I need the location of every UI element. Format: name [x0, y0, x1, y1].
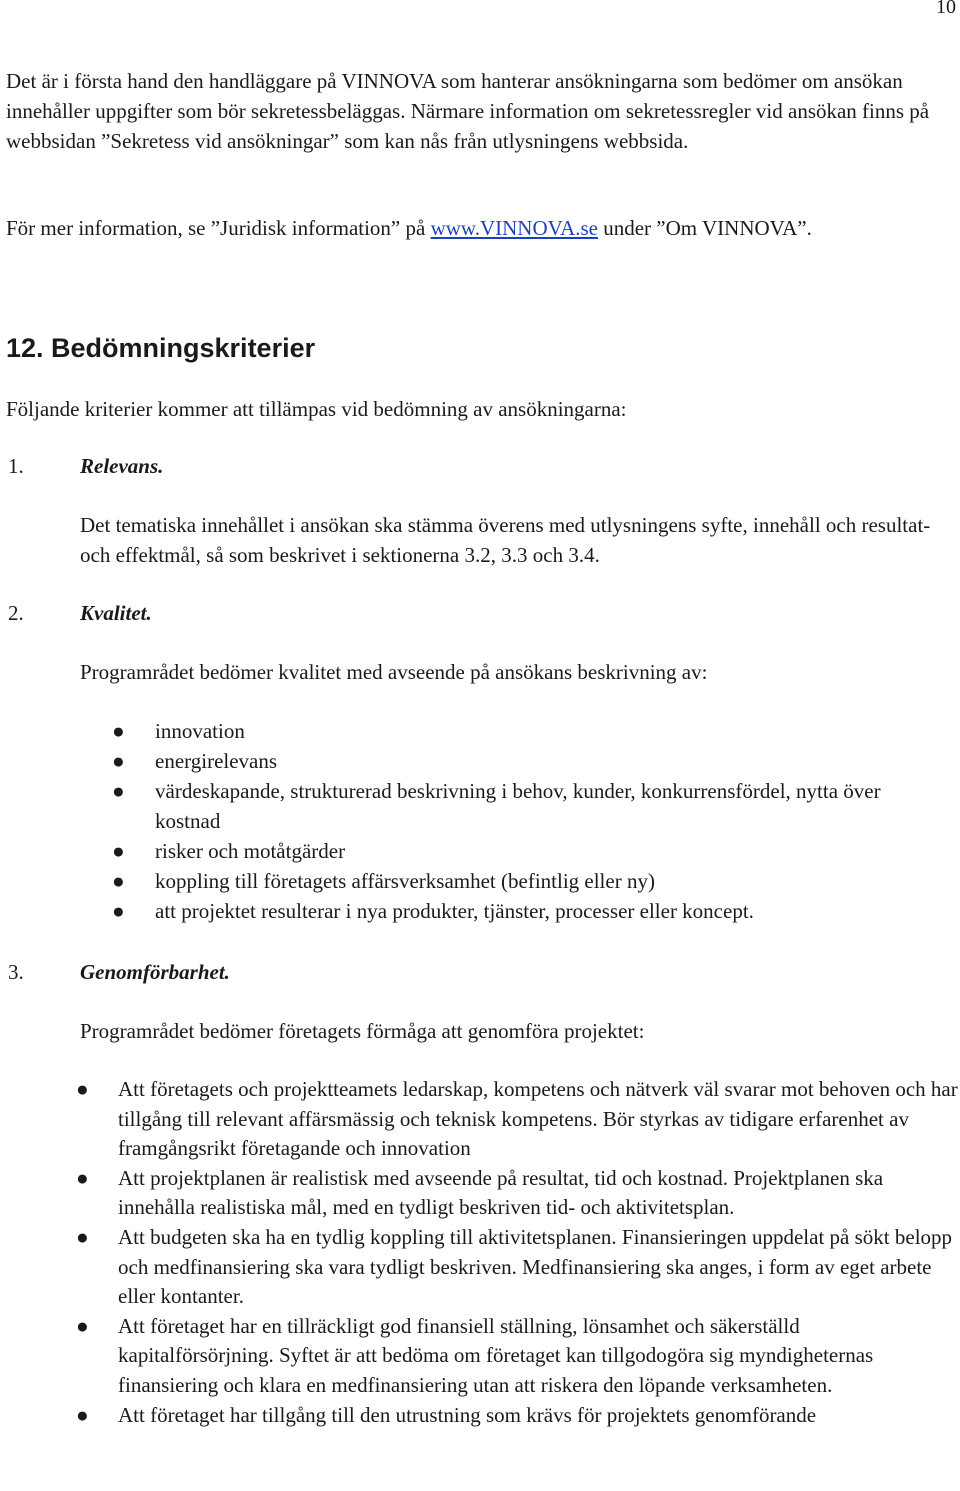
- list-item: [0, 776, 945, 836]
- list-item: [0, 1164, 960, 1223]
- list-item-text: innovation: [155, 719, 245, 743]
- bullet-icon: ●: [76, 1077, 89, 1101]
- list-item: [0, 836, 945, 866]
- bullet-icon: ●: [112, 749, 125, 773]
- vinnova-link[interactable]: www.VINNOVA.se: [430, 216, 598, 240]
- section-heading: 12. Bedömningskriterier: [6, 333, 316, 363]
- kvalitet-bullet-list: [0, 716, 945, 926]
- bullet-icon: ●: [76, 1402, 89, 1427]
- bullet-icon: ●: [76, 1224, 89, 1249]
- criterion-text-relevans: Det tematiska innehållet i ansökan ska stämma överens med utlysningens syfte, innehåll och resultat- och effektmål, så som beskrivet i sektionerna 3.2, 3.3 och 3.4.: [80, 513, 931, 567]
- bullet-icon: ●: [112, 869, 125, 893]
- intro-paragraph: Det är i första hand den handläggare på VINNOVA som hanterar ansökningarna som bedömer om ansökan innehåller uppgifter som bör sekretessbeläggas. Närmare information om sekretessregler vid ansökan finns på webbsidan ”Sekretess vid ansökningar” som kan nås från utlysningens webbsida.: [6, 69, 930, 153]
- criterion-title-relevans: [6, 451, 163, 481]
- criterion-number: 3.: [8, 960, 24, 984]
- list-item-text: Att företaget har en tillräckligt god finansiell ställning, lönsamhet och säkerställd kapitalförsörjning. Syftet är att bedöma om företaget kan tillgodogöra sig myndigheternas finansiering och klara en medfinansiering utan att riskera den löpande verksamheten.: [118, 1313, 874, 1397]
- info-text-before: För mer information, se ”Juridisk information” på: [6, 216, 431, 240]
- list-item: [0, 1312, 960, 1401]
- list-item-text: risker och motåtgärder: [155, 839, 346, 863]
- criterion-text-kvalitet: Programrådet bedömer kvalitet med avseende på ansökans beskrivning av:: [80, 660, 708, 684]
- info-text-after: under ”Om VINNOVA”.: [597, 216, 812, 240]
- list-item-text: Att projektplanen är realistisk med avseende på resultat, tid och kostnad. Projektplanen ska innehålla realistiska mål, med en tydligt beskriven tid- och aktivitetsplan.: [118, 1165, 884, 1220]
- criterion-name: Kvalitet.: [80, 601, 152, 625]
- list-item-text: värdeskapande, strukturerad beskrivning i behov, kunder, konkurrensfördel, nytta över kostnad: [155, 779, 881, 833]
- criterion-name: Genomförbarhet.: [80, 960, 230, 984]
- criterion-title-genomforbarhet: [6, 957, 230, 987]
- list-item-text: Att budgeten ska ha en tydlig koppling till aktivitetsplanen. Finansieringen uppdelat på sökt belopp och medfinansiering ska vara tydligt beskriven. Medfinansiering ska anges, i form av eget arbete eller kontanter.: [118, 1224, 953, 1309]
- page-number: 10: [936, 0, 956, 18]
- criterion-number: 2.: [8, 601, 24, 625]
- bullet-icon: ●: [112, 779, 125, 803]
- list-item: [0, 896, 945, 926]
- list-item: [0, 716, 945, 746]
- bullet-icon: ●: [76, 1313, 89, 1338]
- list-item: [0, 1075, 960, 1164]
- list-item-text: koppling till företagets affärsverksamhet (befintlig eller ny): [155, 869, 655, 893]
- bullet-icon: ●: [112, 839, 125, 863]
- bullet-icon: ●: [112, 719, 125, 743]
- list-item: [0, 1223, 960, 1312]
- bullet-icon: ●: [76, 1165, 89, 1190]
- criterion-text-genomforbarhet: Programrådet bedömer företagets förmåga att genomföra projektet:: [80, 1019, 645, 1043]
- list-item: [0, 866, 945, 896]
- criterion-title-kvalitet: [6, 598, 152, 628]
- list-item-text: Att företagets och projektteamets ledarskap, kompetens och nätverk väl svarar mot behoven och har tillgång till relevant affärsmässig och teknisk kompetens. Bör styrkas av tidigare erfarenhet av framgångsrikt företagande och innovation: [118, 1077, 958, 1161]
- list-item-text: att projektet resulterar i nya produkter, tjänster, processer eller koncept.: [155, 899, 754, 923]
- list-item: [0, 746, 945, 776]
- criterion-name: Relevans.: [80, 454, 164, 478]
- info-paragraph: [6, 213, 956, 243]
- genomforbarhet-bullet-list: [0, 1075, 960, 1430]
- list-item-text: energirelevans: [155, 749, 278, 773]
- bullet-icon: ●: [112, 899, 125, 923]
- list-item: [0, 1401, 960, 1431]
- criteria-intro: Följande kriterier kommer att tillämpas vid bedömning av ansökningarna:: [6, 397, 627, 421]
- criterion-number: 1.: [8, 454, 24, 478]
- list-item-text: Att företaget har tillgång till den utrustning som krävs för projektets genomförande: [118, 1402, 817, 1427]
